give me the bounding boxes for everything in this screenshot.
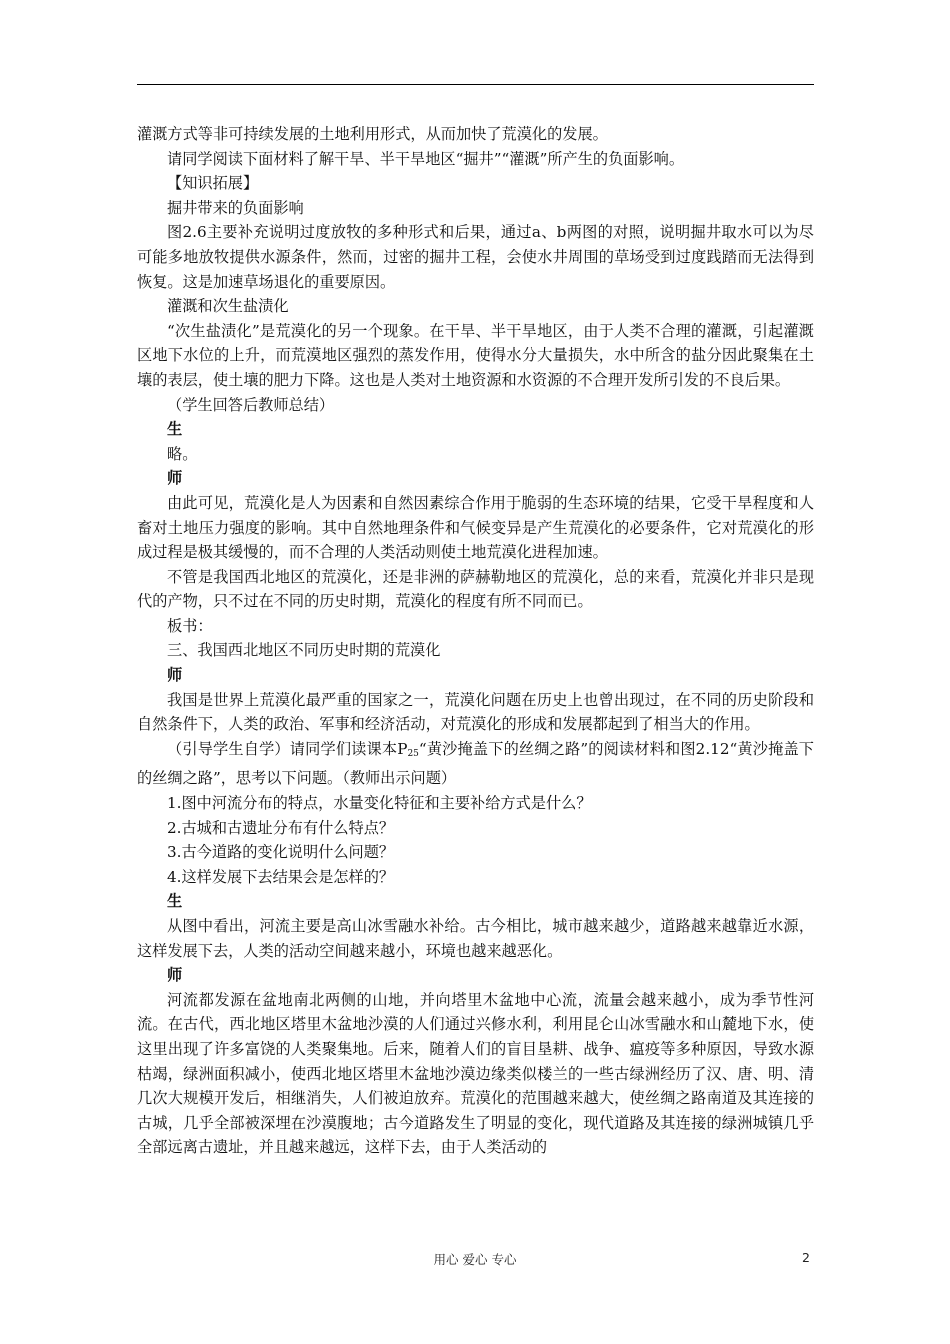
paragraph: 河流都发源在盆地南北两侧的山地，并向塔里木盆地中心流，流量会越来越小，成为季节性河流。在古代，西北地区塔里木盆地沙漠的人们通过兴修水利，利用昆仑山冰雪融水和山麓地下水，使这里出现了许多富饶的人类聚集地。后来，随着人们的盲目垦耕、战争、瘟疫等多种原因，导致水源枯竭，绿洲面积减小，使西北地区塔里木盆地沙漠边缘类似楼兰的一些古绿洲经历了汉、唐、明、清几次大规模开发后，相继消失，人们被迫放弃。荒漠化的范围越来越大，使丝绸之路南道及其连接的古城，几乎全部被深埋在沙漠腹地；古今道路发生了明显的变化，现代道路及其连接的绿洲城镇几乎全部远离古遗址，并且越来越远，这样下去，由于人类活动的 bbox=[137, 990, 814, 1157]
document-body bbox=[137, 122, 814, 1160]
speaker-label: 师 bbox=[167, 666, 183, 685]
paragraph: （学生回答后教师总结） bbox=[167, 395, 335, 414]
paragraph: 三、我国西北地区不同历史时期的荒漠化 bbox=[167, 641, 441, 660]
paragraph: 4.这样发展下去结果会是怎样的？ bbox=[167, 867, 395, 886]
paragraph: 不管是我国西北地区的荒漠化，还是非洲的萨赫勒地区的荒漠化，总的来看，荒漠化并非只是现代的产物，只不过在不同的历史时期，荒漠化的程度有所不同而已。 bbox=[137, 567, 814, 611]
paragraph: 板书： bbox=[167, 616, 213, 635]
paragraph: 我国是世界上荒漠化最严重的国家之一，荒漠化问题在历史上也曾出现过，在不同的历史阶段和自然条件下，人类的政治、军事和经济活动，对荒漠化的形成和发展都起到了相当大的作用。 bbox=[137, 690, 814, 734]
page-subscript: 25 bbox=[407, 748, 419, 759]
paragraph-text: （引导学生自学）请同学们读课本P bbox=[167, 739, 408, 758]
paragraph: 1.图中河流分布的特点，水量变化特征和主要补给方式是什么？ bbox=[167, 794, 592, 813]
paragraph: 灌溉方式等非可持续发展的土地利用形式，从而加快了荒漠化的发展。 bbox=[137, 125, 608, 143]
paragraph: 从图中看出，河流主要是高山冰雪融水补给。古今相比，城市越来越少，道路越来越靠近水源，这样发展下去，人类的活动空间越来越小，环境也越来越恶化。 bbox=[137, 917, 814, 960]
header-rule bbox=[137, 84, 814, 85]
paragraph: 掘井带来的负面影响 bbox=[167, 198, 304, 217]
paragraph: “次生盐渍化”是荒漠化的另一个现象。在干旱、半干旱地区，由于人类不合理的灌溉，引起灌溉区地下水位的上升，而荒漠地区强烈的蒸发作用，使得水分大量损失，水中所含的盐分因此聚集在土壤的表层，使土壤的肥力下降。这也是人类对土地资源和水资源的不合理开发所引发的不良后果。 bbox=[137, 321, 814, 389]
paragraph: 略。 bbox=[167, 444, 198, 463]
paragraph: 图2.6主要补充说明过度放牧的多种形式和后果，通过a、b两图的对照，说明掘井取水可以为尽可能多地放牧提供水源条件，然而，过密的掘井工程，会使水井周围的草场受到过度践踏而无法得到恢复。这是加速草场退化的重要原因。 bbox=[137, 223, 814, 291]
speaker-label: 师 bbox=[167, 966, 183, 985]
paragraph: 请同学阅读下面材料了解干旱、半干旱地区“掘井”“灌溉”所产生的负面影响。 bbox=[167, 149, 685, 168]
paragraph: 3.古今道路的变化说明什么问题？ bbox=[167, 843, 395, 862]
paragraph: 灌溉和次生盐渍化 bbox=[167, 297, 289, 316]
paragraph: 2.古城和古遗址分布有什么特点？ bbox=[167, 818, 395, 837]
paragraph: 由此可见，荒漠化是人为因素和自然因素综合作用于脆弱的生态环境的结果，它受干旱程度和人畜对土地压力强度的影响。其中自然地理条件和气候变异是产生荒漠化的必要条件，它对荒漠化的形成过程是极其缓慢的，而不合理的人类活动则使土地荒漠化进程加速。 bbox=[137, 493, 814, 562]
page-number: 2 bbox=[802, 1250, 810, 1265]
speaker-label: 生 bbox=[167, 420, 183, 439]
speaker-label: 生 bbox=[167, 892, 183, 911]
speaker-label: 师 bbox=[167, 469, 183, 488]
paragraph bbox=[137, 737, 814, 791]
paragraph: 【知识拓展】 bbox=[167, 174, 259, 193]
paragraph-text: “黄沙掩盖下的丝绸之路”的阅读材料和图2.12“黄沙掩盖下的丝绸之路”，思考以下问题。（教师出示问题） bbox=[137, 739, 814, 788]
footer-motto: 用心 爱心 专心 bbox=[433, 1252, 517, 1267]
